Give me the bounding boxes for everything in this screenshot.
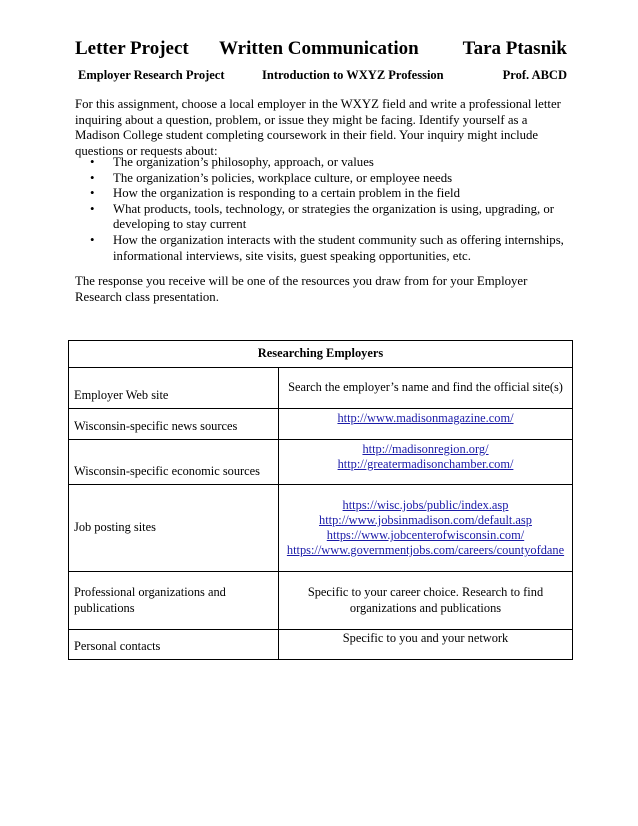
table-row	[69, 409, 573, 440]
bullet-icon: •	[90, 155, 95, 169]
table-row	[69, 368, 573, 409]
table-row	[69, 572, 573, 630]
header-course: Letter Project	[75, 38, 189, 59]
table-title: Researching Employers	[69, 341, 573, 368]
list-item	[75, 171, 573, 187]
row-text: Specific to your career choice. Research to find organizations and publications	[279, 572, 573, 630]
bullet-icon: •	[90, 186, 95, 201]
list-item-text: The organization’s policies, workplace culture, or employee needs	[113, 170, 453, 185]
research-table	[68, 340, 573, 660]
bullet-icon: •	[90, 201, 95, 216]
bullet-icon: •	[90, 232, 95, 247]
row-links	[279, 440, 573, 485]
link[interactable]: http://www.madisonmagazine.com/	[337, 411, 514, 425]
row-label: Job posting sites	[69, 485, 279, 572]
row-label: Professional organizations and publications	[69, 572, 279, 630]
subheader-project: Employer Research Project	[78, 68, 225, 82]
document-subheader	[75, 68, 567, 86]
link[interactable]: https://www.governmentjobs.com/careers/countyofdane	[286, 543, 565, 558]
header-subject: Written Communication	[219, 38, 419, 59]
subheader-instructor: Prof. ABCD	[502, 68, 567, 82]
table-row	[69, 630, 573, 660]
table-row	[69, 440, 573, 485]
list-item	[75, 155, 573, 171]
row-links	[279, 485, 573, 572]
row-label: Wisconsin-specific news sources	[69, 409, 279, 440]
row-label: Personal contacts	[69, 630, 279, 660]
link[interactable]: http://madisonregion.org/	[362, 442, 489, 456]
list-item-text: The organization’s philosophy, approach, or values	[113, 155, 374, 169]
bullet-icon: •	[90, 170, 95, 185]
document-header	[75, 38, 567, 64]
link[interactable]: https://www.jobcenterofwisconsin.com/	[326, 528, 525, 542]
question-list	[75, 155, 573, 264]
intro-paragraph: For this assignment, choose a local employer in the WXYZ field and write a professional letter inquiring about a question, problem, or issue they might be facing. Identify yourself as a Madison College student completing coursework in their field. Your inquiry might include questions or requests about:	[75, 97, 561, 158]
row-links	[279, 409, 573, 440]
row-label: Employer Web site	[69, 368, 279, 409]
link[interactable]: http://www.jobsinmadison.com/default.asp	[319, 512, 532, 527]
list-item	[75, 202, 573, 233]
subheader-course: Introduction to WXYZ Profession	[262, 68, 444, 82]
list-item-text: How the organization interacts with the student community such as offering internships, informational interviews, site visits, guest speaking opportunities, etc.	[113, 232, 564, 263]
link[interactable]: http://greatermadisonchamber.com/	[337, 457, 514, 472]
list-item-text: What products, tools, technology, or strategies the organization is using, upgrading, or developing to stay current	[113, 201, 555, 232]
table-title-row	[69, 341, 573, 368]
row-label: Wisconsin-specific economic sources	[69, 440, 279, 485]
closing-paragraph: The response you receive will be one of the resources you draw from for your Employer Research class presentation.	[75, 274, 528, 304]
list-item-text: How the organization is responding to a certain problem in the field	[113, 186, 460, 201]
row-text: Search the employer’s name and find the official site(s)	[279, 368, 573, 409]
list-item	[75, 233, 573, 264]
link[interactable]: https://wisc.jobs/public/index.asp	[342, 497, 509, 512]
header-author: Tara Ptasnik	[462, 38, 567, 59]
row-text: Specific to you and your network	[279, 630, 573, 660]
list-item	[75, 186, 573, 202]
table-row	[69, 485, 573, 572]
